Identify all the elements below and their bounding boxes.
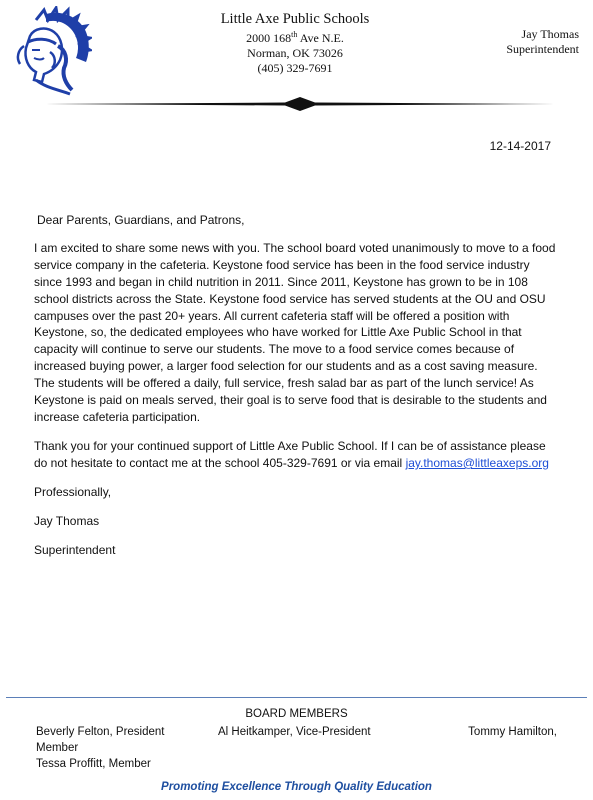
salutation: Dear Parents, Guardians, and Patrons, <box>37 213 245 227</box>
address-ordinal: th <box>291 30 298 39</box>
paragraph-2 <box>34 438 559 472</box>
letterhead-right <box>506 27 579 57</box>
indian-head-logo <box>6 6 92 98</box>
address-number: 2000 168 <box>246 31 292 45</box>
letter-body <box>34 212 559 571</box>
board-title: BOARD MEMBERS <box>245 708 348 720</box>
school-name: Little Axe Public Schools <box>220 11 370 27</box>
board-column-right <box>468 724 557 740</box>
paragraph-1: I am excited to share some news with you. The school board voted unanimously to move to a food service company in the cafeteria. Keystone food service has been in the food service industry since 1993 and began in child nutrition in 2011. Since 2011, Keystone has grown to be in 108 school districts across the State. Keystone food service has served students at the OU and OSU campuses over the past 20+ years. All current cafeteria staff will be offered a position with Keystone, so, the dedicated employees who have worked for Little Axe Public School in that capacity will continue to serve our students. The move to a food service comes because of increased buying power, a larger food selection for our students and as a cost saving measure. The students will be offered a daily, full service, fresh salad bar as part of the lunch service! As Keystone is paid on meals served, their goal is to serve food that is desirable to the students and increase cafeteria participation. <box>34 240 556 424</box>
signature-title: Superintendent <box>34 543 116 558</box>
board-column-left <box>36 724 164 772</box>
ornamental-divider <box>45 97 555 111</box>
email-link[interactable]: jay.thomas@littleaxeps.org <box>405 455 549 470</box>
letterhead-center <box>200 11 390 76</box>
signer-title: Superintendent <box>506 42 579 56</box>
board-member-3: Al Heitkamper, Vice-President <box>218 726 371 738</box>
paragraph-2-text: Thank you for your continued support of Little Axe Public School. If I can be of assistance please do not hesitate to contact me at the school 405-329-7691 or via email <box>34 439 546 470</box>
city-line: Norman, OK 73026 <box>247 46 343 60</box>
board-member-2: Tessa Proffitt, Member <box>36 758 151 770</box>
address-line <box>200 27 390 46</box>
board-member-1-wrap: Member <box>36 742 79 754</box>
board-member-4: Tommy Hamilton, <box>468 726 557 738</box>
phone: (405) 329-7691 <box>257 61 333 75</box>
board-member-1: Beverly Felton, President <box>36 726 165 738</box>
motto: Promoting Excellence Through Quality Education <box>161 781 432 793</box>
closing: Professionally, <box>34 485 112 500</box>
signer-name: Jay Thomas <box>521 27 579 41</box>
board-column-center <box>218 724 371 740</box>
signature-name: Jay Thomas <box>34 514 100 529</box>
letter-date: 12-14-2017 <box>489 139 551 153</box>
address-street: Ave N.E. <box>297 31 344 45</box>
footer-rule <box>6 697 587 698</box>
